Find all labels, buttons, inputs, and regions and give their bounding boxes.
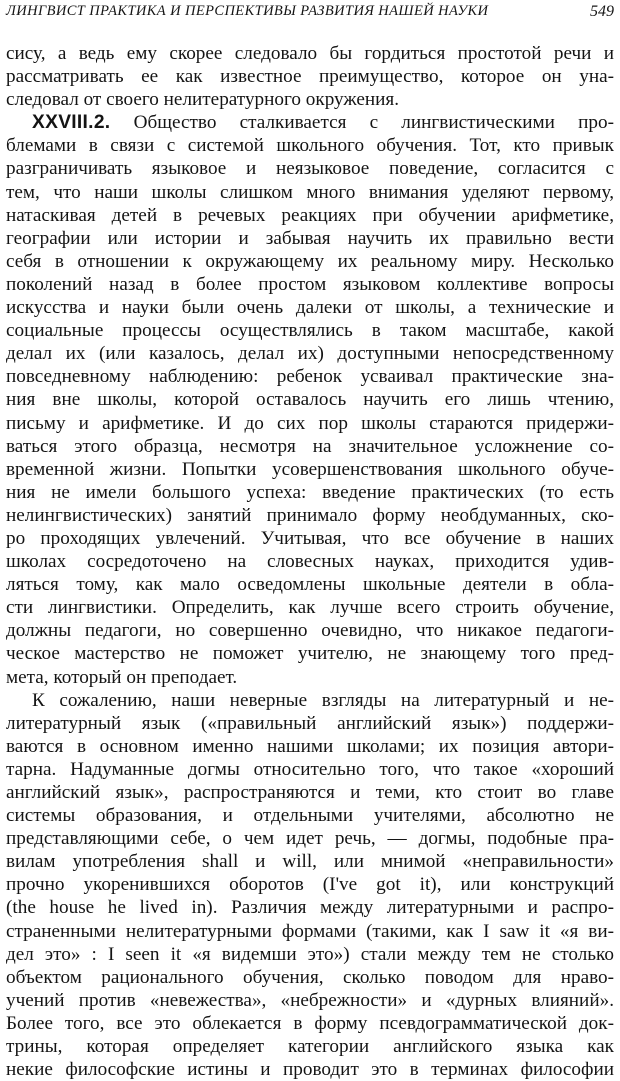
- text-line: учений против «невежества», «небрежности» и «дурных влияний».: [6, 989, 614, 1011]
- page-number: 549: [590, 3, 614, 20]
- text-line: трины, которая определяет категории английского языка как: [6, 1036, 614, 1058]
- text-line: Более того, все это облекается в форму псевдограмматической док-: [6, 1012, 614, 1034]
- text-line: К сожалению, наши неверные взгляды на литературный и не-: [32, 689, 614, 711]
- text-line: искусства и науки были очень далеки от школы, а технические и: [6, 297, 614, 319]
- text-line: ния вне школы, которой оставалось научить его лишь чтению,: [6, 389, 614, 411]
- text-line: (the house he lived in). Различия между литературными и распро-: [6, 897, 614, 919]
- text-line: ро проходящих увлечений. Учитывая, что все обучение в наших: [6, 527, 614, 549]
- text-line: поколений назад в более простом языковом коллективе вопросы: [6, 273, 614, 295]
- text-line: системы образования, и отдельными учителями, абсолютно не: [6, 805, 614, 827]
- text-line: тарна. Надуманные догмы относительно того, что такое «хороший: [6, 758, 614, 780]
- running-head: [6, 3, 614, 25]
- text-line: тем, что наши школы слишком много внимания уделяют первому,: [6, 181, 614, 203]
- text-line: прочно укоренившихся оборотов (I've got it), или конструкций: [6, 874, 614, 896]
- text-line: Общество сталкивается с лингвистическими про-: [110, 112, 614, 134]
- text-line: нелингвистических) занятий принимало форму необдуманных, ско-: [6, 504, 614, 526]
- text-line: следовал от своего нелитературного окружения.: [6, 89, 400, 111]
- text-line: некие философские истины и проводит это в терминах философии: [6, 1059, 614, 1081]
- text-line: представляющими себе, о чем идет речь, — догмы, подобные пра-: [6, 828, 614, 850]
- text-line: литературный язык («правильный английский язык») поддержи-: [6, 712, 614, 734]
- text-line: делал их (или казалось, делал их) доступными непосредственному: [6, 343, 614, 365]
- text-line: ляться тому, как мало осведомлены школьные деятели в обла-: [6, 574, 614, 596]
- text-line: разграничивать языковое и неязыковое поведение, согласится с: [6, 158, 614, 180]
- running-title: ЛИНГВИСТ ПРАКТИКА И ПЕРСПЕКТИВЫ РАЗВИТИЯ НАШЕЙ НАУКИ: [6, 3, 489, 19]
- text-line: дел это» : I seen it «я видемши это») стали между тем не столько: [6, 943, 614, 965]
- section-first-line: [6, 111, 614, 134]
- text-line: социальные процессы осуществлялись в таком масштабе, какой: [6, 320, 614, 342]
- text-line: временной жизни. Попытки усовершенствования школьного обуче-: [6, 458, 614, 480]
- body-text: [6, 42, 614, 1081]
- text-line: объектом рационального обучения, сколько поводом для нраво-: [6, 966, 614, 988]
- text-line: ческое мастерство не поможет учителю, не знающему того пред-: [6, 643, 614, 665]
- text-line: географии или истории и забывая научить их правильно вести: [6, 227, 614, 249]
- text-line: блемами в связи с системой школьного обучения. Тот, кто привык: [6, 135, 614, 157]
- text-line: сису, а ведь ему скорее следовало бы гордиться простотой речи и: [6, 43, 614, 64]
- text-line: ваются в основном именно нашими школами; их позиция автори-: [6, 735, 614, 757]
- text-line: ния не имели большого успеха: введение практических (то есть: [6, 481, 614, 503]
- section-label: XXVIII.2.: [32, 112, 111, 134]
- text-line: вилам употребления shall и will, или мнимой «неправильности»: [6, 851, 614, 873]
- text-line: письму и арифметике. И до сих пор школы стараются придержи-: [6, 412, 614, 434]
- text-line: страненными нелитературными формами (такими, как I saw it «я ви-: [6, 920, 614, 942]
- text-line: английский язык», распространяются и теми, кто стоит во главе: [6, 782, 614, 803]
- text-line: сти лингвистики. Определить, как лучше всего строить обучение,: [6, 597, 614, 619]
- text-line: мета, который он преподает.: [6, 666, 238, 688]
- text-line: рассматривать ее как известное преимущество, которое он уна-: [6, 66, 614, 88]
- text-line: должны педагоги, но совершенно очевидно, что никакое педагоги-: [6, 620, 614, 642]
- text-line: школах сосредоточено на словесных науках, приходится удив-: [6, 551, 614, 573]
- text-line: себя в отношении к окружающему их реальному миру. Несколько: [6, 250, 614, 272]
- text-line: ваться этого образца, несмотря на значительное усложнение со-: [6, 435, 614, 457]
- text-line: натаскивая детей в речевых реакциях при обучении арифметике,: [6, 204, 614, 226]
- text-line: повседневному наблюдению: ребенок усваивал практические зна-: [6, 366, 614, 388]
